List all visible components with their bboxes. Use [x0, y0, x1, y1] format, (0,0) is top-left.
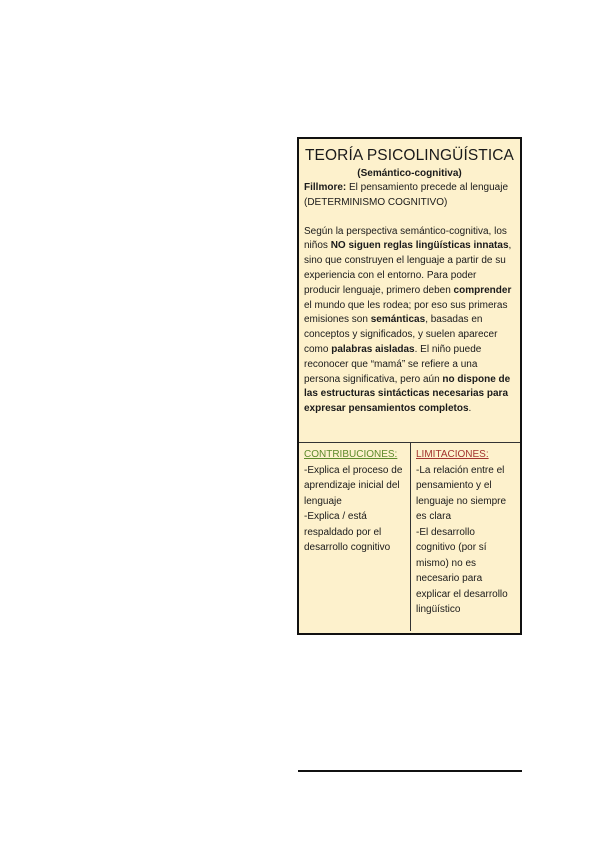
contribution-item: -Explica / está respaldado por el desarrollo cognitivo — [304, 511, 391, 553]
paragraph-gap — [304, 211, 515, 225]
emphasis-text: no dispone de las estructuras sintácticas necesarias para expresar pensamientos completos — [304, 373, 511, 415]
emphasis-text: comprender — [453, 284, 512, 296]
limitations-column — [411, 443, 520, 631]
emphasis-text: semánticas — [370, 314, 426, 326]
fillmore-text: El pensamiento precede al lenguaje (DETERMINISMO COGNITIVO) — [304, 182, 509, 208]
body-text: Según la perspectiva semántico-cognitiva, los niños — [304, 225, 507, 252]
fillmore-label: Fillmore: — [304, 182, 347, 193]
horizontal-rule — [298, 770, 522, 772]
card-subtitle: (Semántico-cognitiva) — [357, 168, 462, 179]
card-columns — [299, 443, 520, 631]
emphasis-text: palabras aisladas — [331, 343, 415, 355]
limitations-heading: LIMITACIONES: — [416, 449, 489, 460]
theory-card — [297, 137, 522, 635]
body-text: . — [468, 403, 472, 415]
contributions-column — [299, 443, 411, 631]
card-title: TEORÍA PSICOLINGÜÍSTICA — [304, 147, 514, 164]
body-text: , basadas en conceptos y significados, y suelen aparecer como — [304, 314, 498, 355]
card-main-section — [299, 139, 520, 443]
emphasis-text: NO siguen reglas lingüísticas innatas — [330, 240, 509, 252]
contributions-heading: CONTRIBUCIONES: — [304, 449, 398, 460]
explanation-paragraph — [304, 225, 515, 417]
body-text: , sino que construyen el lenguaje a partir de su experiencia con el entorno. Para poder producir lenguaje, primero deben — [304, 240, 512, 296]
limitation-item: -La relación entre el pensamiento y el lenguaje no siempre es clara — [416, 464, 507, 522]
body-text: el mundo que les rodea; por eso sus primeras emisiones son — [304, 299, 508, 326]
limitation-item: -El desarrollo cognitivo (por sí mismo) no es necesario para explicar el desarrollo lingüístico — [416, 526, 508, 615]
contribution-item: -Explica el proceso de aprendizaje inicial del lenguaje — [304, 464, 403, 507]
fillmore-paragraph — [304, 181, 515, 211]
body-text: . El niño puede reconocer que “mamá” se refiere a una persona significativa, pero aún — [304, 343, 482, 385]
